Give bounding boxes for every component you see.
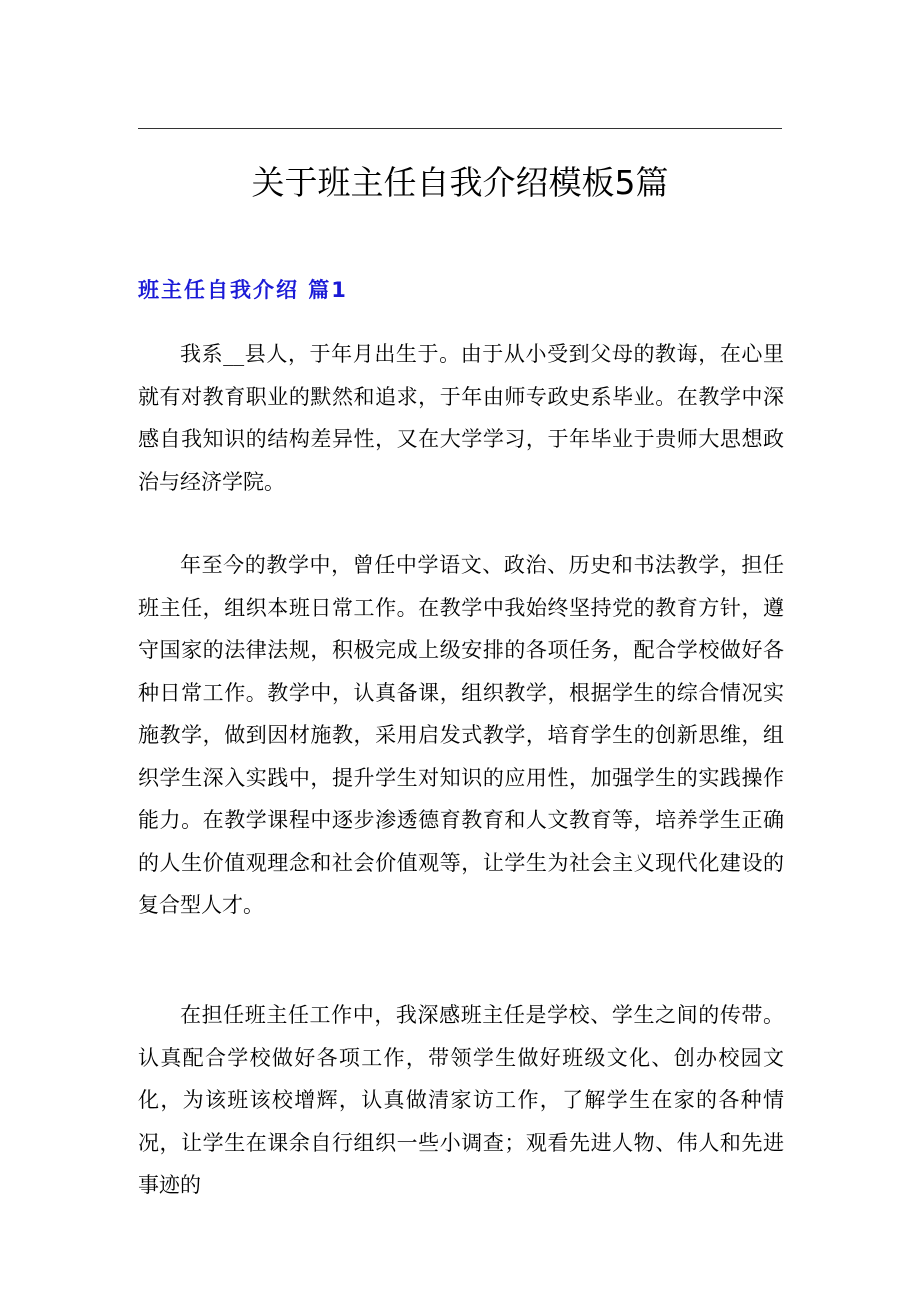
section-heading: 班主任自我介绍 篇1	[138, 278, 348, 302]
header-rule	[138, 128, 782, 129]
document-title: 关于班主任自我介绍模板5篇	[251, 163, 669, 202]
paragraph-2: 年至今的教学中，曾任中学语文、政治、历史和书法教学，担任班主任，组织本班日常工作。在教学中我始终坚持党的教育方针，遵守国家的法律法规，积极完成上级安排的各项任务，配合学校做好各种日常工作。教学中，认真备课，组织教学，根据学生的综合情况实施教学，做到因材施教，采用启发式教学，培育学生的创新思维，组织学生深入实践中，提升学生对知识的应用性，加强学生的实践操作能力。在教学课程中逐步渗透德育教育和人文教育等，培养学生正确的人生价值观理念和社会价值观等，让学生为社会主义现代化建设的复合型人才。	[138, 553, 784, 917]
paragraph-1: 我系__县人，于年月出生于。由于从小受到父母的教诲，在心里就有对教育职业的默然和追求，于年由师专政史系毕业。在教学中深感自我知识的结构差异性，又在大学学习，于年毕业于贵师大思想政治与经济学院。	[138, 342, 784, 494]
paragraph-3: 在担任班主任工作中，我深感班主任是学校、学生之间的传带。认真配合学校做好各项工作，带领学生做好班级文化、创办校园文化，为该班该校增辉，认真做清家访工作，了解学生在家的各种情况，让学生在课余自行组织一些小调查；观看先进人物、伟人和先进事迹的	[138, 1003, 784, 1197]
